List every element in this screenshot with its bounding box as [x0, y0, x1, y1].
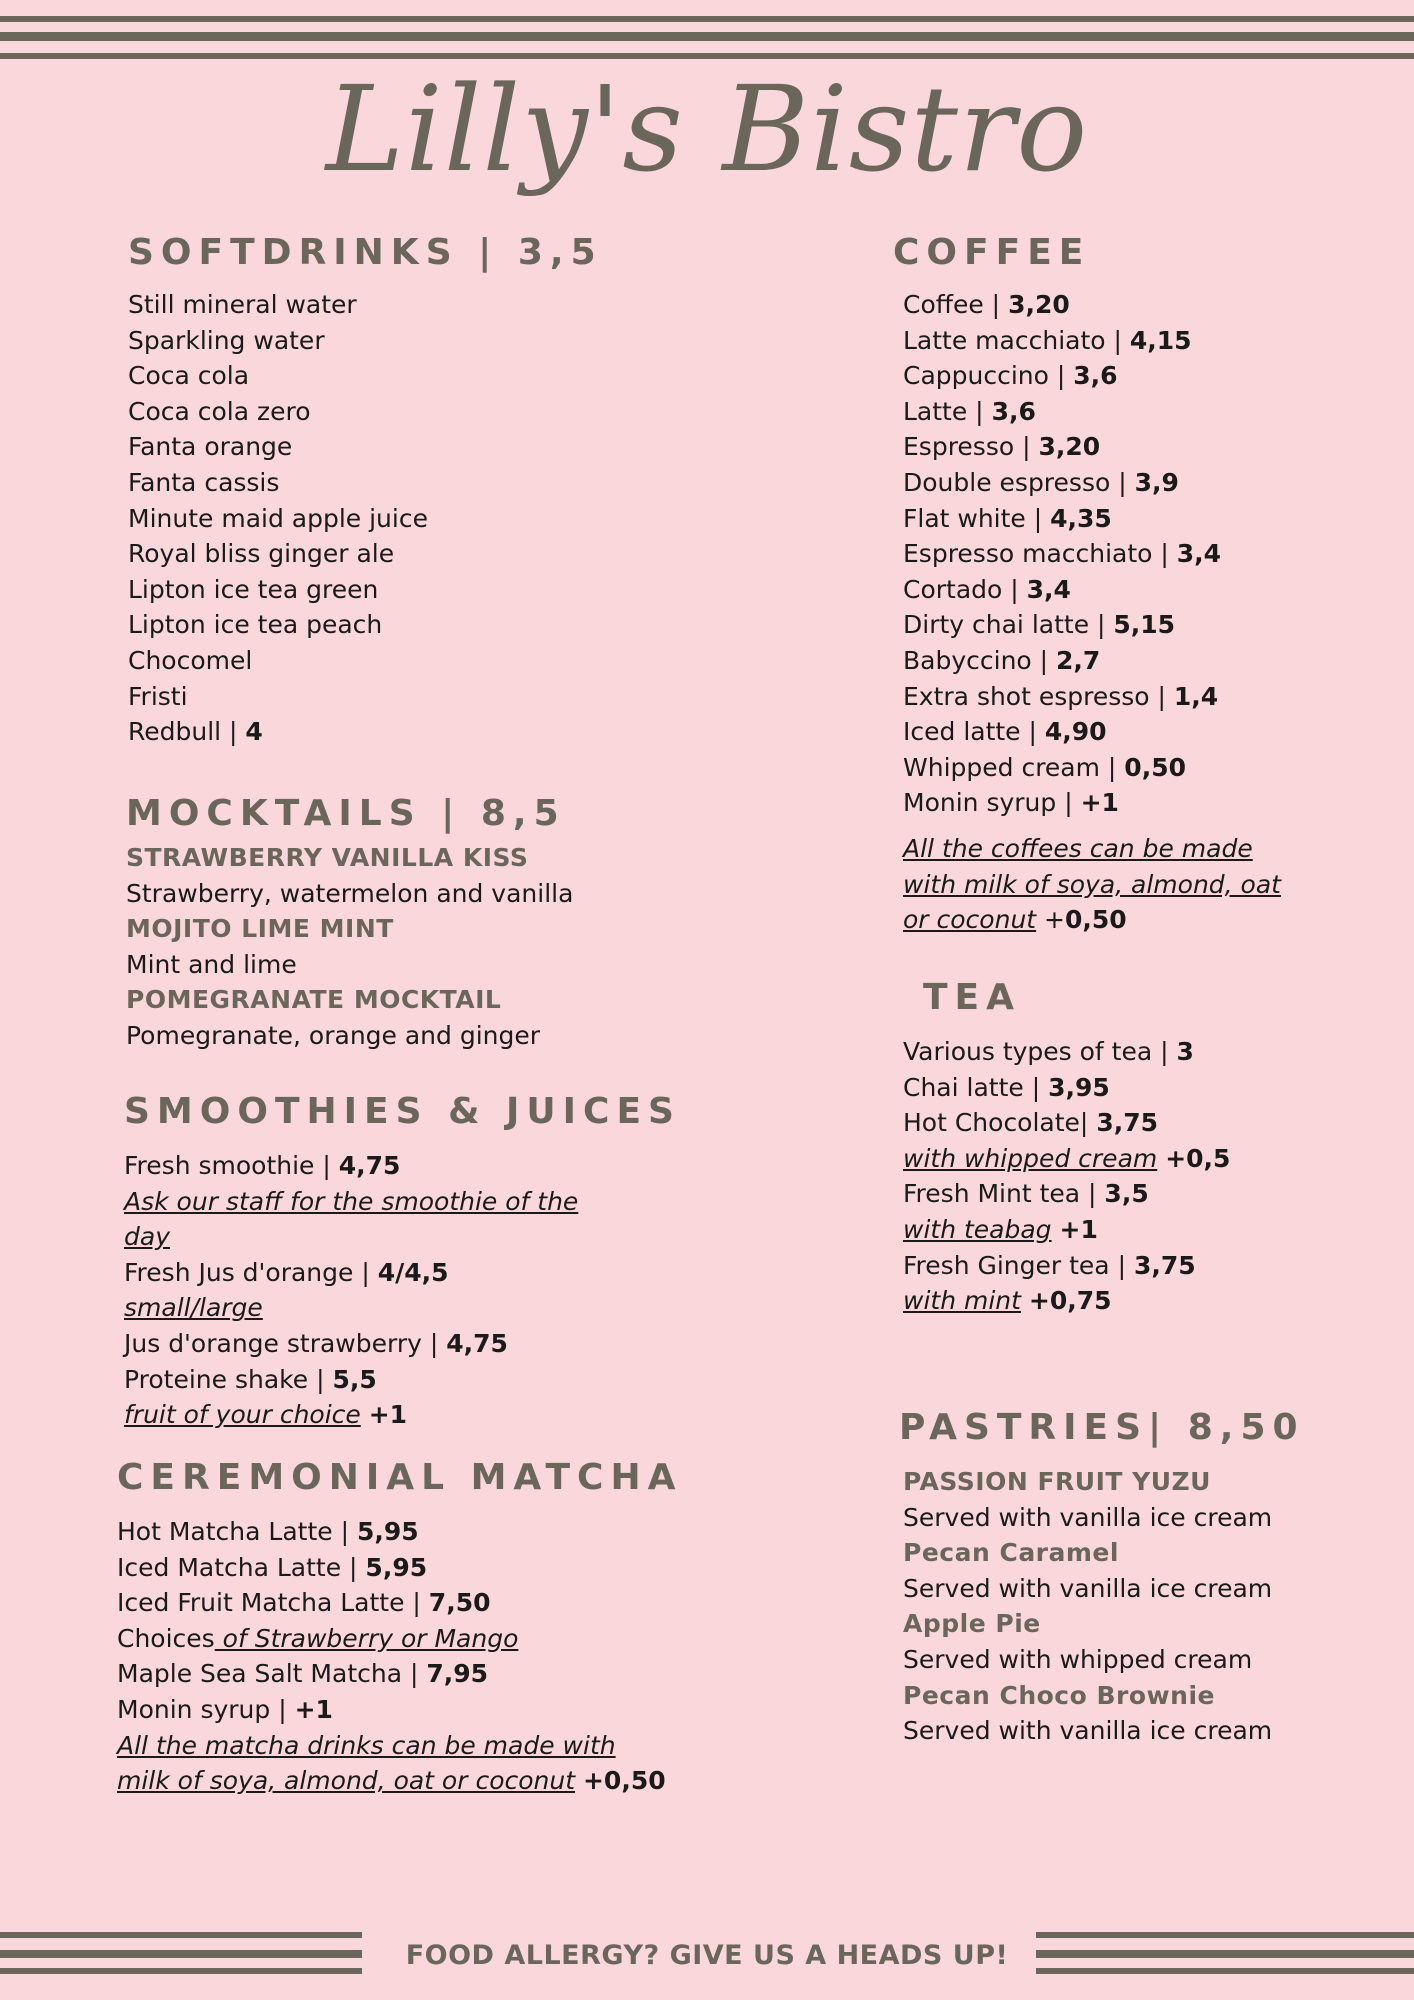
menu-item	[903, 465, 1281, 501]
item-name: Coca cola	[128, 361, 250, 391]
softdrinks-section	[128, 232, 603, 750]
item-name: Jus d'orange strawberry |	[124, 1328, 447, 1358]
menu-item	[117, 1514, 682, 1550]
footer-stripe-right-1	[1036, 1932, 1414, 1938]
menu-note	[903, 831, 1281, 867]
menu-note	[124, 1397, 681, 1433]
item-price: 2,7	[1056, 645, 1101, 675]
menu-note	[903, 1283, 1230, 1319]
matcha-list	[117, 1514, 682, 1799]
smoothies-section	[124, 1091, 681, 1433]
item-price: 0,50	[1065, 905, 1127, 935]
note-text: with teabag	[903, 1214, 1052, 1244]
item-name: Latte macchiato |	[903, 325, 1130, 355]
item-name: Fanta cassis	[128, 467, 280, 497]
pastries-section	[899, 1407, 1305, 1749]
menu-note	[903, 1212, 1230, 1248]
item-description: Served with whipped cream	[903, 1644, 1253, 1674]
item-description: Served with vanilla ice cream	[903, 1502, 1273, 1532]
item-description: Strawberry, watermelon and vanilla	[126, 878, 574, 908]
menu-note	[903, 1141, 1230, 1177]
item-title: PASSION FRUIT YUZU	[903, 1467, 1211, 1496]
item-name: Cortado |	[903, 574, 1027, 604]
menu-item	[128, 714, 603, 750]
item-price: 4,35	[1050, 503, 1112, 533]
menu-item	[903, 287, 1281, 323]
item-description: Mint and lime	[126, 949, 297, 979]
menu-item	[903, 607, 1281, 643]
menu-item	[903, 1034, 1230, 1070]
menu-item	[903, 572, 1281, 608]
item-name: Coca cola zero	[128, 396, 311, 426]
menu-note	[117, 1763, 682, 1799]
item-price: 5,5	[332, 1364, 377, 1394]
menu-item	[903, 643, 1281, 679]
item-price: 3	[1176, 1037, 1194, 1066]
item-price: 4/4,5	[377, 1257, 449, 1287]
menu-item	[128, 323, 603, 359]
item-name: Fresh Mint tea |	[903, 1179, 1105, 1209]
note-text: milk of soya, almond, oat or coconut	[117, 1766, 576, 1796]
item-name: Dirty chai latte |	[903, 610, 1114, 640]
item-price: +0,50	[582, 1766, 666, 1796]
item-price: 0,50	[1124, 752, 1186, 782]
note-text: day	[124, 1222, 170, 1252]
menu-item	[117, 1585, 682, 1621]
item-title: Apple Pie	[903, 1609, 1041, 1639]
menu-item	[903, 394, 1281, 430]
menu-item	[128, 287, 603, 323]
item-name: Extra shot espresso |	[903, 681, 1174, 711]
item-name: Hot Chocolate|	[903, 1108, 1097, 1138]
item-name: Flat white |	[903, 503, 1051, 533]
menu-note	[117, 1621, 682, 1657]
menu-item	[124, 1148, 681, 1184]
pastries-heading: PASTRIES| 8,50	[899, 1407, 1305, 1448]
item-price: 3,6	[1073, 361, 1118, 391]
menu-note	[124, 1184, 681, 1220]
menu-item	[903, 1176, 1230, 1212]
menu-note	[903, 902, 1281, 938]
item-name: Espresso |	[903, 432, 1039, 462]
item-price: 3,5	[1104, 1179, 1149, 1209]
item-name: Fresh Ginger tea |	[903, 1250, 1134, 1280]
item-name: Iced latte |	[903, 717, 1045, 747]
item-price: 3,20	[1008, 290, 1070, 319]
menu-item	[903, 1248, 1230, 1284]
menu-item	[903, 750, 1281, 786]
menu-item	[903, 323, 1281, 359]
item-name: Monin syrup |	[903, 788, 1081, 818]
item-name: Iced Matcha Latte |	[117, 1552, 366, 1582]
menu-item	[128, 358, 603, 394]
tea-section	[903, 977, 1231, 1319]
softdrinks-heading: SOFTDRINKS | 3,5	[128, 232, 603, 273]
mocktails-list	[126, 840, 573, 1054]
menu-item	[128, 536, 603, 572]
item-name: Chocomel	[128, 645, 253, 675]
item-name: Fresh smoothie |	[124, 1151, 339, 1180]
note-prefix: Choices	[117, 1623, 215, 1653]
menu-item	[903, 501, 1281, 537]
note-text: fruit of your choice	[124, 1400, 361, 1430]
menu-item	[124, 1362, 681, 1398]
item-price: 3,20	[1038, 432, 1101, 462]
note-text: All the matcha drinks can be made with	[117, 1730, 616, 1760]
menu-item	[124, 1326, 681, 1362]
item-price: 4,15	[1129, 325, 1192, 355]
item-price: 4	[245, 717, 263, 747]
item-price: 5,95	[356, 1517, 419, 1546]
item-price: 4,75	[338, 1151, 401, 1180]
item-price: 3,9	[1134, 467, 1179, 497]
item-name: Monin syrup |	[117, 1694, 295, 1724]
allergy-notice: FOOD ALLERGY? GIVE US A HEADS UP!	[405, 1940, 1009, 1971]
item-price: 7,95	[426, 1659, 489, 1689]
item-description: Served with vanilla ice cream	[903, 1573, 1273, 1603]
menu-item	[903, 536, 1281, 572]
note-suffix: +	[1036, 905, 1065, 935]
item-name: Iced Fruit Matcha Latte |	[117, 1588, 429, 1618]
smoothies-heading: SMOOTHIES & JUICES	[124, 1091, 681, 1132]
menu-item	[903, 679, 1281, 715]
note-text: with mint	[903, 1286, 1021, 1316]
note-text: All the coffees can be made	[903, 833, 1253, 863]
tea-list	[903, 1034, 1230, 1319]
item-name: Babyccino |	[903, 645, 1057, 675]
item-name: Redbull |	[128, 717, 246, 747]
softdrinks-list	[128, 287, 603, 750]
pastries-list	[903, 1464, 1305, 1749]
item-name: Minute maid apple juice	[128, 503, 428, 533]
item-price: 4,90	[1044, 717, 1107, 747]
item-name: Proteine shake |	[124, 1364, 333, 1394]
item-price: +1	[1080, 788, 1119, 818]
item-name: Fristi	[128, 681, 188, 711]
menu-item	[117, 1656, 682, 1692]
item-price: 3,4	[1026, 574, 1071, 604]
top-stripe-3	[0, 53, 1414, 59]
menu-item	[128, 501, 603, 537]
item-price: 7,50	[428, 1588, 491, 1618]
item-price: 3,75	[1096, 1108, 1158, 1138]
item-title: Pecan Caramel	[903, 1538, 1119, 1568]
item-title: STRAWBERRY VANILLA KISS	[126, 843, 529, 872]
menu-item	[903, 1070, 1230, 1106]
menu-note	[117, 1728, 682, 1764]
item-name: Maple Sea Salt Matcha |	[117, 1659, 427, 1689]
coffee-list	[903, 287, 1281, 938]
menu-item	[124, 1255, 681, 1291]
menu-item	[128, 572, 603, 608]
note-text: or coconut	[903, 905, 1037, 935]
item-name: Chai latte |	[903, 1072, 1049, 1102]
item-name: Cappuccino |	[903, 361, 1074, 391]
item-name: Double espresso |	[903, 467, 1135, 497]
item-price: 3,6	[991, 396, 1036, 426]
menu-item	[903, 785, 1281, 821]
item-name: Lipton ice tea green	[128, 574, 379, 604]
item-price: +1	[368, 1400, 408, 1430]
menu-item	[128, 465, 603, 501]
menu-item	[128, 679, 603, 715]
note-text: Ask our staff for the smoothie of the	[124, 1186, 579, 1216]
item-name: Fanta orange	[128, 432, 293, 462]
coffee-heading: COFFEE	[893, 232, 1091, 273]
item-price: 4,75	[446, 1328, 508, 1358]
menu-item	[128, 607, 603, 643]
menu-item	[903, 714, 1281, 750]
item-price: 3,75	[1133, 1250, 1196, 1280]
item-price: +1	[294, 1694, 333, 1724]
menu-item	[128, 394, 603, 430]
item-price: +1	[1059, 1214, 1098, 1244]
menu-item	[903, 429, 1281, 465]
item-price: 5,15	[1113, 610, 1176, 640]
note-text: with milk of soya, almond, oat	[903, 869, 1281, 899]
menu-item	[128, 429, 603, 465]
menu-item	[903, 358, 1281, 394]
menu-note	[124, 1290, 681, 1326]
item-name: Espresso macchiato |	[903, 539, 1177, 569]
menu-item	[117, 1550, 682, 1586]
item-price: 3,4	[1176, 539, 1222, 569]
item-description: Served with vanilla ice cream	[903, 1716, 1273, 1746]
tea-heading: TEA	[923, 977, 1022, 1018]
item-title: MOJITO LIME MINT	[126, 914, 394, 944]
menu-item	[117, 1692, 682, 1728]
menu-note	[903, 867, 1281, 903]
item-name: Whipped cream |	[903, 752, 1125, 782]
item-price: 3,95	[1048, 1072, 1110, 1102]
item-name: Coffee |	[903, 290, 1009, 319]
top-stripe-1	[0, 16, 1414, 22]
matcha-section	[117, 1457, 683, 1799]
mocktails-section	[126, 793, 574, 1054]
note-text: small/large	[124, 1293, 263, 1323]
item-price: +0,75	[1028, 1286, 1112, 1316]
page-title: Lilly's Bistro	[325, 60, 1089, 198]
menu-item	[903, 1105, 1230, 1141]
item-name: Lipton ice tea peach	[128, 610, 383, 640]
item-title: POMEGRANATE MOCKTAIL	[126, 985, 502, 1015]
item-price: 5,95	[365, 1552, 428, 1582]
matcha-heading: CEREMONIAL MATCHA	[117, 1457, 683, 1498]
coffee-section	[893, 232, 1281, 938]
item-price: +0,5	[1165, 1143, 1231, 1173]
menu-item	[128, 643, 603, 679]
item-name: Still mineral water	[128, 290, 357, 319]
item-name: Various types of tea |	[903, 1037, 1177, 1066]
smoothies-list	[124, 1148, 681, 1433]
item-name: Latte |	[903, 396, 992, 426]
item-price: 1,4	[1173, 681, 1219, 711]
item-title: Pecan Choco Brownie	[903, 1680, 1215, 1710]
menu-note	[124, 1219, 681, 1255]
mocktails-heading: MOCKTAILS | 8,5	[126, 793, 566, 834]
item-name: Sparkling water	[128, 325, 325, 355]
note-text: with whipped cream	[903, 1143, 1158, 1173]
footer-stripe-left-1	[0, 1932, 362, 1938]
item-name: Royal bliss ginger ale	[128, 539, 395, 569]
item-name: Fresh Jus d'orange |	[124, 1257, 378, 1287]
item-description: Pomegranate, orange and ginger	[126, 1020, 541, 1050]
item-name: Hot Matcha Latte |	[117, 1517, 357, 1546]
top-stripe-2	[0, 32, 1414, 41]
note-text: of Strawberry or Mango	[214, 1623, 519, 1653]
